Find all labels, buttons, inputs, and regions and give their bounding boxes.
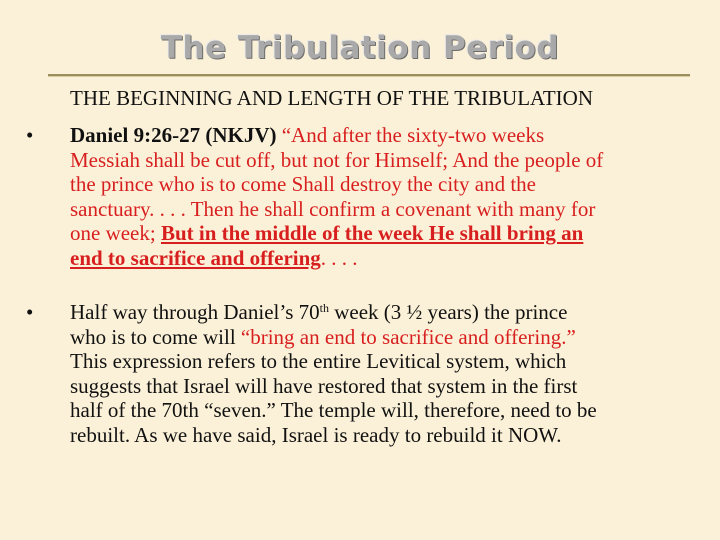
bullet-marker: • — [26, 300, 34, 324]
commentary-text: week (3 ½ years) the prince — [328, 300, 568, 324]
quote-text: one week; — [70, 221, 161, 246]
scripture-reference: Daniel 9:26-27 (NKJV) — [70, 123, 277, 147]
quote-text: “And after the sixty-two weeks — [276, 123, 545, 147]
commentary-text: Half way through Daniel’s 70 — [70, 300, 320, 324]
subheading: THE BEGINNING AND LENGTH OF THE TRIBULATION — [70, 86, 594, 110]
commentary-text: who is to come will — [70, 324, 241, 349]
bullet-commentary — [70, 300, 690, 448]
commentary-line-4: suggests that Israel will have restored that system in the first — [70, 373, 578, 398]
commentary-line-6: rebuilt. As we have said, Israel is ready to rebuild it NOW. — [70, 422, 562, 447]
quoted-phrase: “bring an end to sacrifice and offering.” — [240, 324, 576, 349]
commentary-line-2 — [70, 325, 690, 350]
bullet-daniel-passage — [70, 123, 690, 271]
commentary-line-3: This expression refers to the entire Levitical system, which — [70, 349, 567, 374]
ellipsis: . . . . — [320, 245, 358, 270]
slide-title: The Tribulation Period — [160, 30, 560, 66]
passage-line-6 — [70, 246, 690, 271]
commentary-line-1 — [70, 300, 690, 325]
passage-line-4: sanctuary. . . . Then he shall confirm a covenant with many for — [70, 196, 596, 221]
passage-line-3: the prince who is to come Shall destroy the city and the — [70, 172, 536, 197]
commentary-line-5: half of the 70th “seven.” The temple will, therefore, need to be — [70, 398, 597, 423]
passage-line-2: Messiah shall be cut off, but not for Himself; And the people of — [70, 147, 604, 172]
emphasized-quote: But in the middle of the week He shall bring an — [160, 221, 584, 246]
ordinal-suffix: th — [319, 301, 329, 315]
bullet-marker: • — [26, 123, 34, 147]
passage-line-1 — [70, 123, 690, 148]
emphasized-quote: end to sacrifice and offering — [70, 245, 321, 270]
title-divider — [48, 74, 690, 76]
passage-line-5 — [70, 221, 690, 246]
